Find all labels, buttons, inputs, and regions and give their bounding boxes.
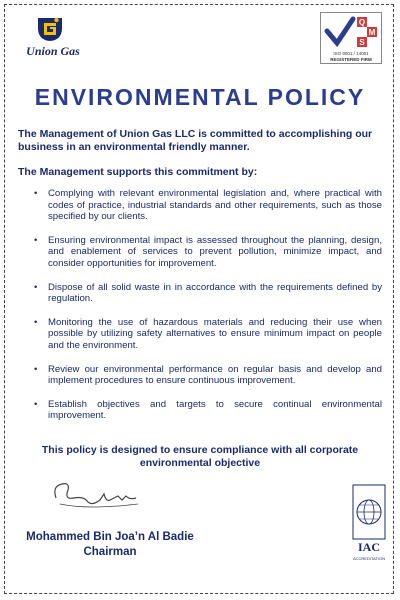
list-item-text: Review our environmental performance on regular basis and develop and implement procedures to ensure continuous improvement. — [48, 363, 382, 387]
closing-statement: This policy is designed to ensure compliance with all corporate environmental objective — [41, 444, 359, 469]
iso-standard-text: ISO 9001 / 14001 — [333, 51, 369, 56]
union-gas-logo-text: Union Gas — [26, 44, 80, 58]
list-item — [34, 399, 382, 422]
signer-block — [20, 530, 200, 560]
globe-icon — [352, 484, 386, 540]
list-item-text: Ensuring environmental impact is assessed throughout the planning, design, and enablement of services to prevent pollution, minimize impact, and consider opportunities for improvement. — [48, 234, 382, 269]
list-item — [34, 235, 382, 270]
iso-check-icon — [323, 15, 379, 49]
signer-name: Mohammed Bin Joa’n Al Badie — [26, 531, 194, 543]
intro-paragraph: The Management of Union Gas LLC is committed to accomplishing our business in an environmental friendly manner. — [18, 128, 373, 153]
iac-accreditation-logo — [352, 484, 386, 584]
list-item-text: Complying with relevant environmental legislation and, where practical with codes of practice, industrial standards and other requirements, such as those specified by our clients. — [48, 188, 382, 223]
list-item — [34, 188, 382, 223]
iso-registered-badge — [320, 12, 382, 64]
iac-sublabel: ACCREDITATION — [352, 556, 386, 561]
union-gas-logo — [18, 14, 88, 64]
bullet-icon: • — [34, 281, 38, 293]
iso-letter-q: Q — [358, 18, 366, 27]
iso-letter-m: M — [368, 28, 376, 37]
iac-label: IAC — [357, 540, 380, 554]
bullet-icon: • — [34, 234, 38, 246]
list-item-text: Establish objectives and targets to secure continual environmental improvement. — [48, 398, 382, 422]
commitment-list — [34, 188, 382, 434]
list-item-text: Dispose of all solid waste in in accordance with the requirements defined by regulation. — [48, 281, 382, 305]
iso-registered-text: REGISTERED FIRM — [330, 57, 372, 62]
page-title: ENVIRONMENTAL POLICY — [34, 84, 366, 110]
list-item — [34, 317, 382, 352]
signature-image — [48, 476, 148, 516]
signer-position: Chairman — [83, 546, 137, 558]
bullet-icon: • — [34, 398, 38, 410]
bullet-icon: • — [34, 363, 38, 375]
bullet-icon: • — [34, 188, 38, 199]
support-heading: The Management supports this commitment by: — [18, 166, 258, 178]
list-item — [34, 364, 382, 387]
iso-letter-s: S — [359, 38, 365, 47]
list-item-text: Monitoring the use of hazardous materials and reducing their use when possible by utilizing safety alternatives to ensure minimum impact on people and the environment. — [48, 316, 382, 351]
union-gas-logo-icon — [36, 14, 64, 42]
bullet-icon: • — [34, 316, 38, 328]
list-item — [34, 282, 382, 305]
